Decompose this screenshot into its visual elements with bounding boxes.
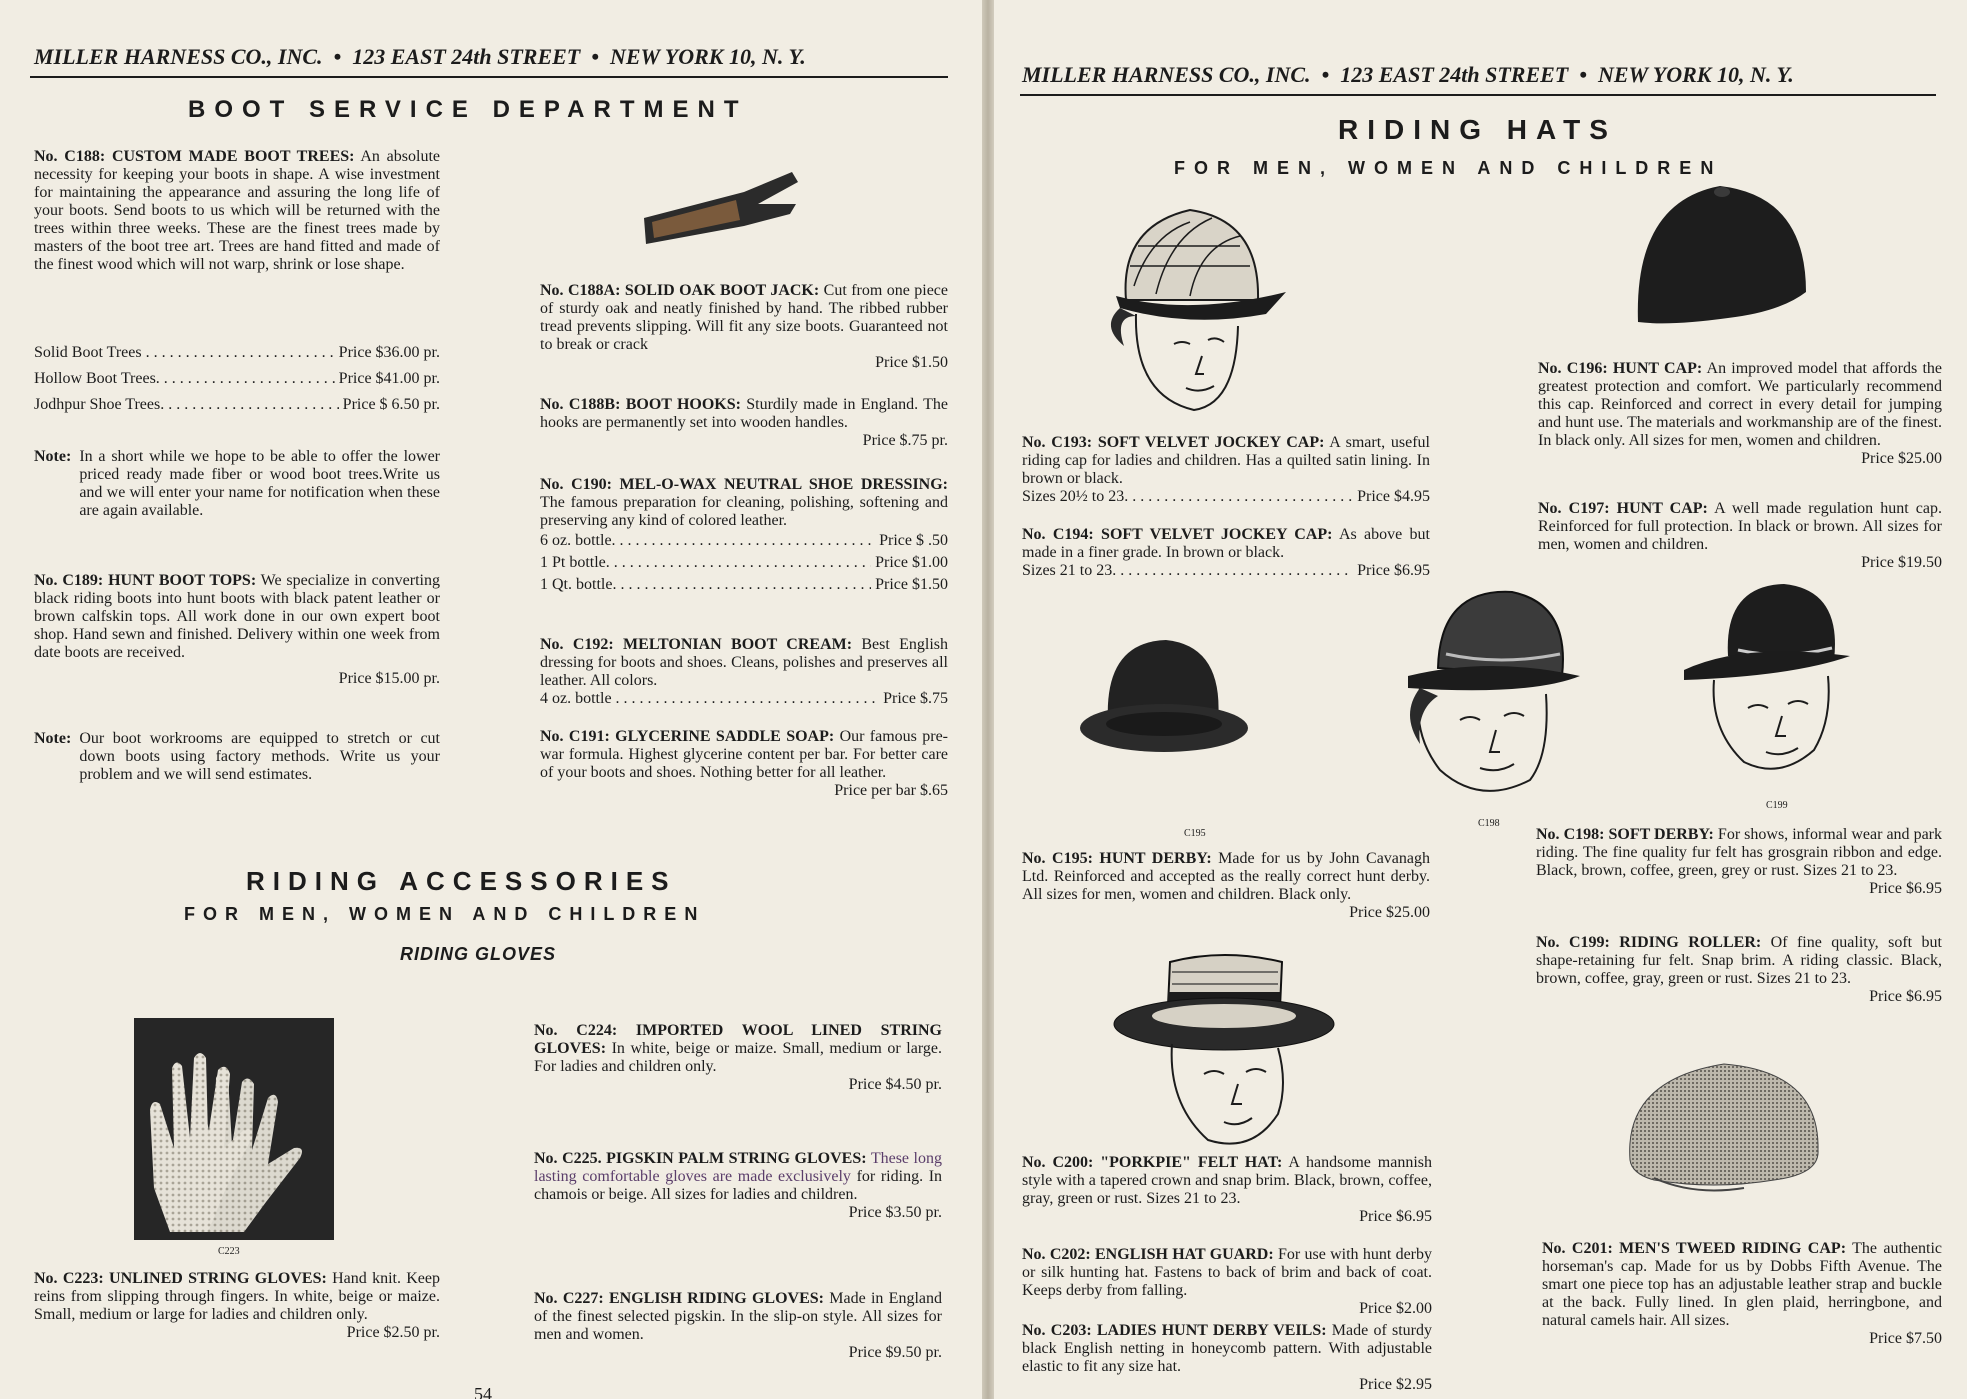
c224-price: Price $4.50 pr. (848, 1076, 942, 1093)
c223-photo-caption: C223 (218, 1246, 240, 1257)
price-line-label: 6 oz. bottle. (540, 532, 616, 549)
c223-price: Price $2.50 pr. (346, 1324, 440, 1341)
company-name: MILLER HARNESS CO., INC. (1022, 62, 1311, 87)
c188a-body: Cut from one piece of sturdy oak and neatly finished by hand. The ribbed rubber tread prevents slipping. Will fit any size boots. Guaranteed not to break or crack (540, 282, 949, 353)
riding-gloves-heading: RIDING GLOVES (400, 944, 557, 964)
price-line (540, 530, 948, 552)
c200-title: No. C200: "PORKPIE" FELT HAT: (1022, 1154, 1283, 1171)
c203-title: No. C203: LADIES HUNT DERBY VEILS: (1022, 1322, 1327, 1339)
note-workrooms (34, 730, 440, 784)
c199-price: Price $6.95 (1869, 988, 1942, 1005)
c200-body: A handsome mannish style with a tapered crown and snap brim. Black, brown, coffee, gray, green or rust. Sizes 21 to 23. (1022, 1154, 1433, 1207)
c200-price: Price $6.95 (1359, 1208, 1432, 1225)
c201-price: Price $7.50 (1869, 1330, 1942, 1347)
c198-title: No. C198: SOFT DERBY: (1536, 826, 1714, 843)
c197-price: Price $19.50 (1861, 554, 1942, 571)
c194-title: No. C194: SOFT VELVET JOCKEY CAP: (1022, 526, 1333, 543)
price-line (540, 574, 948, 596)
page-header: MILLER HARNESS CO., INC. • 123 EAST 24th STREET • NEW YORK 10, N. Y. (34, 44, 806, 69)
price-line-value: Price $ 6.50 pr. (342, 396, 440, 413)
price-line-label: 1 Qt. bottle. (540, 576, 617, 593)
c188a-title: No. C188A: SOLID OAK BOOT JACK: (540, 282, 820, 299)
boot-jack-illustration (640, 170, 800, 252)
c201-title: No. C201: MEN'S TWEED RIDING CAP: (1542, 1240, 1847, 1257)
c188b-title: No. C188B: BOOT HOOKS: (540, 396, 741, 413)
c202-title: No. C202: ENGLISH HAT GUARD: (1022, 1246, 1274, 1263)
c224-title: No. C224: IMPORTED WOOL LINED STRING GLOVES: (534, 1022, 942, 1057)
price-line (1022, 488, 1430, 506)
c191-price: Price per bar $.65 (834, 782, 948, 799)
c188-title: No. C188: CUSTOM MADE BOOT TREES: (34, 148, 355, 165)
price-line-value: Price $41.00 pr. (338, 370, 440, 387)
c196-body: An improved model that affords the greatest protection and comfort. We particularly recommend this cap. Reinforced and correct in every detail for jumping and hunt use. The materials and workmanship are of the finest. In black only. All sizes for men, women and children. (1538, 360, 1942, 449)
c189-title: No. C189: HUNT BOOT TOPS: (34, 572, 257, 589)
c198-caption: C198 (1478, 818, 1500, 829)
c225-title: No. C225. PIGSKIN PALM STRING GLOVES: (534, 1150, 867, 1167)
c227-body: Made in England of the finest selected pigskin. In the slip-on style. All sizes for men and women. (534, 1290, 942, 1343)
price-line-label: Hollow Boot Trees. (34, 370, 160, 387)
price-line (540, 552, 948, 574)
c203-item (1022, 1322, 1432, 1394)
riding-hats-subtitle: FOR MEN, WOMEN AND CHILDREN (1174, 158, 1723, 178)
soft-derby-illustration (1380, 584, 1586, 812)
boot-service-title: BOOT SERVICE DEPARTMENT (188, 96, 748, 123)
c202-item (1022, 1246, 1432, 1318)
tweed-cap-photo (1624, 1050, 1824, 1198)
c192-item (540, 636, 948, 708)
c198-item (1536, 826, 1942, 898)
c188b-body: Sturdily made in England. The hooks are permanently set into wooden handles. (540, 396, 948, 431)
price-line-value: Price $1.50 (875, 576, 948, 593)
c225-body: for riding. In chamois or beige. All sizes for ladies and children. (534, 1168, 943, 1203)
hunt-derby-photo (1078, 632, 1248, 762)
c227-price: Price $9.50 pr. (848, 1344, 942, 1361)
riding-accessories-title: RIDING ACCESSORIES (246, 866, 677, 896)
c199-item (1536, 934, 1942, 1006)
c195-price: Price $25.00 (1349, 904, 1430, 921)
c194-body: As above but made in a finer grade. In brown or black. (1022, 526, 1430, 561)
c188a-item (540, 282, 948, 372)
note-label: Note: (34, 448, 72, 465)
c203-body: Made of sturdy black English netting in honeycomb pattern. With adjustable elastic to fit any size hat. (1022, 1322, 1433, 1375)
company-name: MILLER HARNESS CO., INC. (34, 44, 323, 69)
c195-item (1022, 850, 1430, 922)
price-line-label: Jodhpur Shoe Trees. (34, 396, 165, 413)
company-city: NEW YORK 10, N. Y. (609, 44, 806, 69)
c197-title: No. C197: HUNT CAP: (1538, 500, 1708, 517)
price-line (34, 340, 440, 366)
c196-item (1538, 360, 1942, 468)
c225-highlight: These long lasting comfortable gloves are made exclusively (534, 1150, 942, 1185)
note-body: Our boot workrooms are equipped to stretch or cut down boots using factory methods. Write us your problem and we will send estimates. (79, 730, 440, 783)
c227-title: No. C227: ENGLISH RIDING GLOVES: (534, 1290, 824, 1307)
c196-price: Price $25.00 (1861, 450, 1942, 467)
c198-price: Price $6.95 (1869, 880, 1942, 897)
company-city: NEW YORK 10, N. Y. (1597, 62, 1794, 87)
c195-body: Made for us by John Cavanagh Ltd. Reinforced and accepted as the really correct hunt derby. All sizes for men, women and children. Black only. (1022, 850, 1431, 903)
note-label: Note: (34, 730, 72, 747)
c202-body: For use with hunt derby or silk hunting hat. Fastens to back of brim and back of coat. Keeps derby from falling. (1022, 1246, 1433, 1299)
left-catalog-page (0, 0, 982, 1399)
page-header: MILLER HARNESS CO., INC. • 123 EAST 24th STREET • NEW YORK 10, N. Y. (1022, 62, 1794, 87)
company-address: 123 EAST 24th STREET (1340, 62, 1569, 87)
price-line (1022, 562, 1430, 580)
price-line-label: Sizes 20½ to 23. (1022, 488, 1129, 505)
riding-hats-title: RIDING HATS (1338, 114, 1617, 145)
riding-roller-illustration (1674, 580, 1854, 788)
porkpie-hat-illustration (1112, 944, 1338, 1158)
riding-accessories-subtitle: FOR MEN, WOMEN AND CHILDREN (184, 904, 706, 924)
c199-caption: C199 (1766, 800, 1788, 811)
hunt-cap-photo (1630, 172, 1816, 338)
price-line-value: Price $6.95 (1357, 562, 1430, 579)
price-line-label: 4 oz. bottle (540, 690, 612, 707)
c192-title: No. C192: MELTONIAN BOOT CREAM: (540, 636, 853, 653)
price-line-value: Price $ .50 (879, 532, 948, 549)
price-line (34, 392, 440, 418)
c189-body: We specialize in converting black riding boots into hunt boots with black patent leather or brown calfskin tops. All work done in our own expert boot shop. Hand sewn and finished. Delivery within one week from date boots are received. (34, 572, 440, 661)
c190-title: No. C190: MEL-O-WAX NEUTRAL SHOE DRESSING: (540, 476, 948, 493)
c197-item (1538, 500, 1942, 572)
price-line-value: Price $.75 (883, 690, 948, 707)
c188-item (34, 148, 440, 274)
c193-item (1022, 434, 1430, 506)
c188b-item (540, 396, 948, 450)
price-line (540, 690, 948, 708)
c190-item (540, 476, 948, 596)
c224-item (534, 1022, 942, 1094)
c188b-price: Price $.75 pr. (862, 432, 948, 449)
book-gutter (982, 0, 994, 1399)
jockey-cap-illustration (1090, 196, 1290, 422)
c227-item (534, 1290, 942, 1362)
c225-item (534, 1150, 942, 1222)
c194-item (1022, 526, 1430, 580)
c191-item (540, 728, 948, 800)
c189-price: Price $15.00 pr. (338, 670, 440, 687)
c191-body: Our famous pre-war formula. Highest glycerine content per bar. For better care of your boots and shoes. Nothing better for all leather. (540, 728, 949, 781)
c199-title: No. C199: RIDING ROLLER: (1536, 934, 1762, 951)
c193-title: No. C193: SOFT VELVET JOCKEY CAP: (1022, 434, 1325, 451)
c193-body: A smart, useful riding cap for ladies and children. Has a quilted satin lining. In brown or black. (1022, 434, 1430, 487)
price-line-label: Solid Boot Trees (34, 344, 142, 361)
c224-body: In white, beige or maize. Small, medium or large. For ladies and children only. (534, 1040, 942, 1075)
note-body: In a short while we hope to be able to offer the lower priced ready made fiber or wood boot trees.Write us and we will enter your name for notification when these are again available. (79, 448, 440, 519)
c225-price: Price $3.50 pr. (848, 1204, 942, 1221)
c201-item (1542, 1240, 1942, 1348)
header-rule (30, 76, 948, 78)
right-catalog-page (994, 0, 1967, 1399)
c223-body: Hand knit. Keep reins from slipping through fingers. In white, beige or maize. Small, medium or large for ladies and children only. (34, 1270, 441, 1323)
note-fiber-trees (34, 448, 440, 520)
c200-item (1022, 1154, 1432, 1226)
price-line-label: 1 Pt bottle. (540, 554, 610, 571)
c223-title: No. C223: UNLINED STRING GLOVES: (34, 1270, 327, 1287)
c197-body: A well made regulation hunt cap. Reinforced for full protection. In black or brown. All sizes for men, women and children. (1538, 500, 1942, 553)
c195-caption: C195 (1184, 828, 1206, 839)
price-line-value: Price $4.95 (1357, 488, 1430, 505)
page-number: 54 (474, 1384, 492, 1399)
c198-body: For shows, informal wear and park riding. The fine quality fur felt has grosgrain ribbon and edge. Black, brown, coffee, green, grey or rust. Sizes 21 to 23. (1536, 826, 1942, 879)
c190-body: The famous preparation for cleaning, polishing, softening and preserving any kind of colored leather. (540, 494, 948, 529)
price-line-value: Price $1.00 (875, 554, 948, 571)
c191-title: No. C191: GLYCERINE SADDLE SOAP: (540, 728, 835, 745)
c189-item (34, 572, 440, 688)
c188-price-list (34, 340, 440, 418)
price-line-value: Price $36.00 pr. (338, 344, 440, 361)
c196-title: No. C196: HUNT CAP: (1538, 360, 1703, 377)
c188-body: An absolute necessity for keeping your boots in shape. A wise investment for maintaining the appearance and assuring the long life of your boots. Send boots to us which will be returned with the trees within three weeks. These are the finest trees made by masters of the boot tree art. Trees are hand fitted and made of the finest wood which will not warp, shrink or lose shape. (34, 148, 440, 273)
c195-title: No. C195: HUNT DERBY: (1022, 850, 1212, 867)
price-line (34, 366, 440, 392)
price-line-label: Sizes 21 to 23. (1022, 562, 1117, 579)
header-rule (1020, 94, 1936, 96)
c223-item (34, 1270, 440, 1342)
c188a-price: Price $1.50 (875, 354, 948, 371)
string-gloves-photo (134, 1018, 334, 1240)
c199-body: Of fine quality, soft but shape-retaining fur felt. Snap brim. A riding classic. Black, brown, coffee, gray, green or rust. Sizes 21 to 23. (1536, 934, 1942, 987)
c202-price: Price $2.00 (1359, 1300, 1432, 1317)
c201-body: The authentic horseman's cap. Made for us by Dobbs Fifth Avenue. The smart one piece top has an adjustable leather strap and buckle at the back. Fully lined. In glen plaid, herringbone, and natural camels hair. All sizes. (1542, 1240, 1943, 1329)
c192-body: Best English dressing for boots and shoes. Cleans, polishes and preserves all leather. All colors. (540, 636, 949, 689)
company-address: 123 EAST 24th STREET (352, 44, 581, 69)
c203-price: Price $2.95 (1359, 1376, 1432, 1393)
